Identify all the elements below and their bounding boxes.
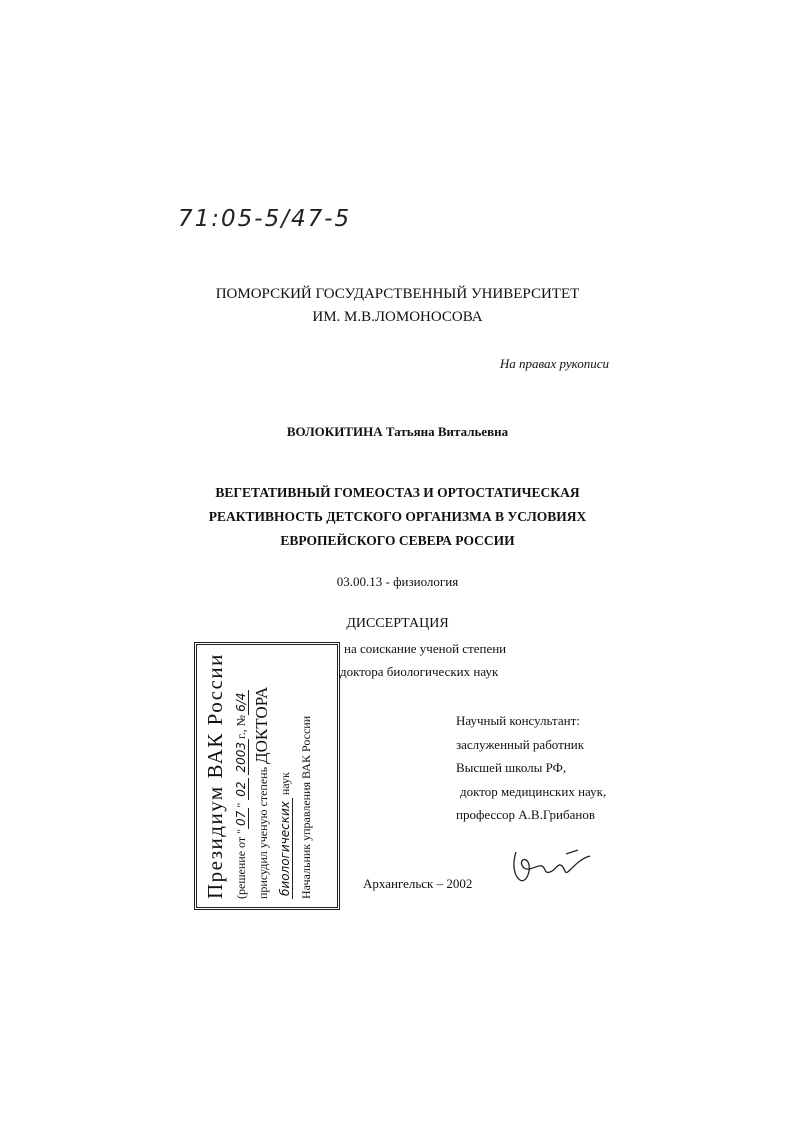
title-line: ВЕГЕТАТИВНЫЙ ГОМЕОСТАЗ И ОРТОСТАТИЧЕСКАЯ — [215, 485, 580, 500]
stamp-signatory-line: Начальник управления ВАК России — [299, 715, 313, 899]
dissertation-title — [0, 481, 795, 553]
degree-line: на соискание ученой степени — [344, 641, 507, 656]
scientific-consultant — [456, 709, 606, 827]
manuscript-rights-note: На правах рукописи — [499, 356, 609, 371]
consultant-line: доктор медицинских наук, — [460, 783, 607, 799]
handwritten-signature — [506, 840, 596, 888]
stamp-degree-line: присудил ученую степень ДОКТОРА — [252, 686, 271, 899]
degree-name: доктора биологических наук — [340, 664, 499, 679]
stamp-decision-line: (решение от "07" 02 2003г., №6/4 — [234, 653, 249, 899]
author-name: ВОЛОКИТИНА Татьяна Витальевна — [286, 424, 509, 439]
stamp-title: Президиум ВАК России — [203, 653, 227, 899]
consultant-line: профессор А.В.Грибанов — [456, 807, 595, 822]
vak-approval-stamp — [194, 642, 340, 910]
title-line: РЕАКТИВНОСТЬ ДЕТСКОГО ОРГАНИЗМА В УСЛОВИЯХ — [208, 509, 587, 524]
consultant-line: Научный консультант: — [456, 713, 580, 728]
stamp-field-line: биологических наук — [278, 653, 293, 899]
specialty-code: 03.00.13 - физиология — [336, 574, 459, 589]
consultant-line: заслуженный работник — [456, 736, 585, 752]
handwritten-registration-code: 71:05-5/47-5 — [178, 206, 352, 232]
document-type: ДИССЕРТАЦИЯ — [346, 616, 449, 631]
title-line: ЕВРОПЕЙСКОГО СЕВЕРА РОССИИ — [280, 533, 515, 548]
university-named-after: ИМ. М.В.ЛОМОНОСОВА — [312, 309, 483, 325]
city-year: Архангельск – 2002 — [363, 876, 473, 891]
consultant-line: Высшей школы РФ, — [456, 760, 567, 775]
university-name: ПОМОРСКИЙ ГОСУДАРСТВЕННЫЙ УНИВЕРСИТЕТ — [215, 286, 580, 302]
